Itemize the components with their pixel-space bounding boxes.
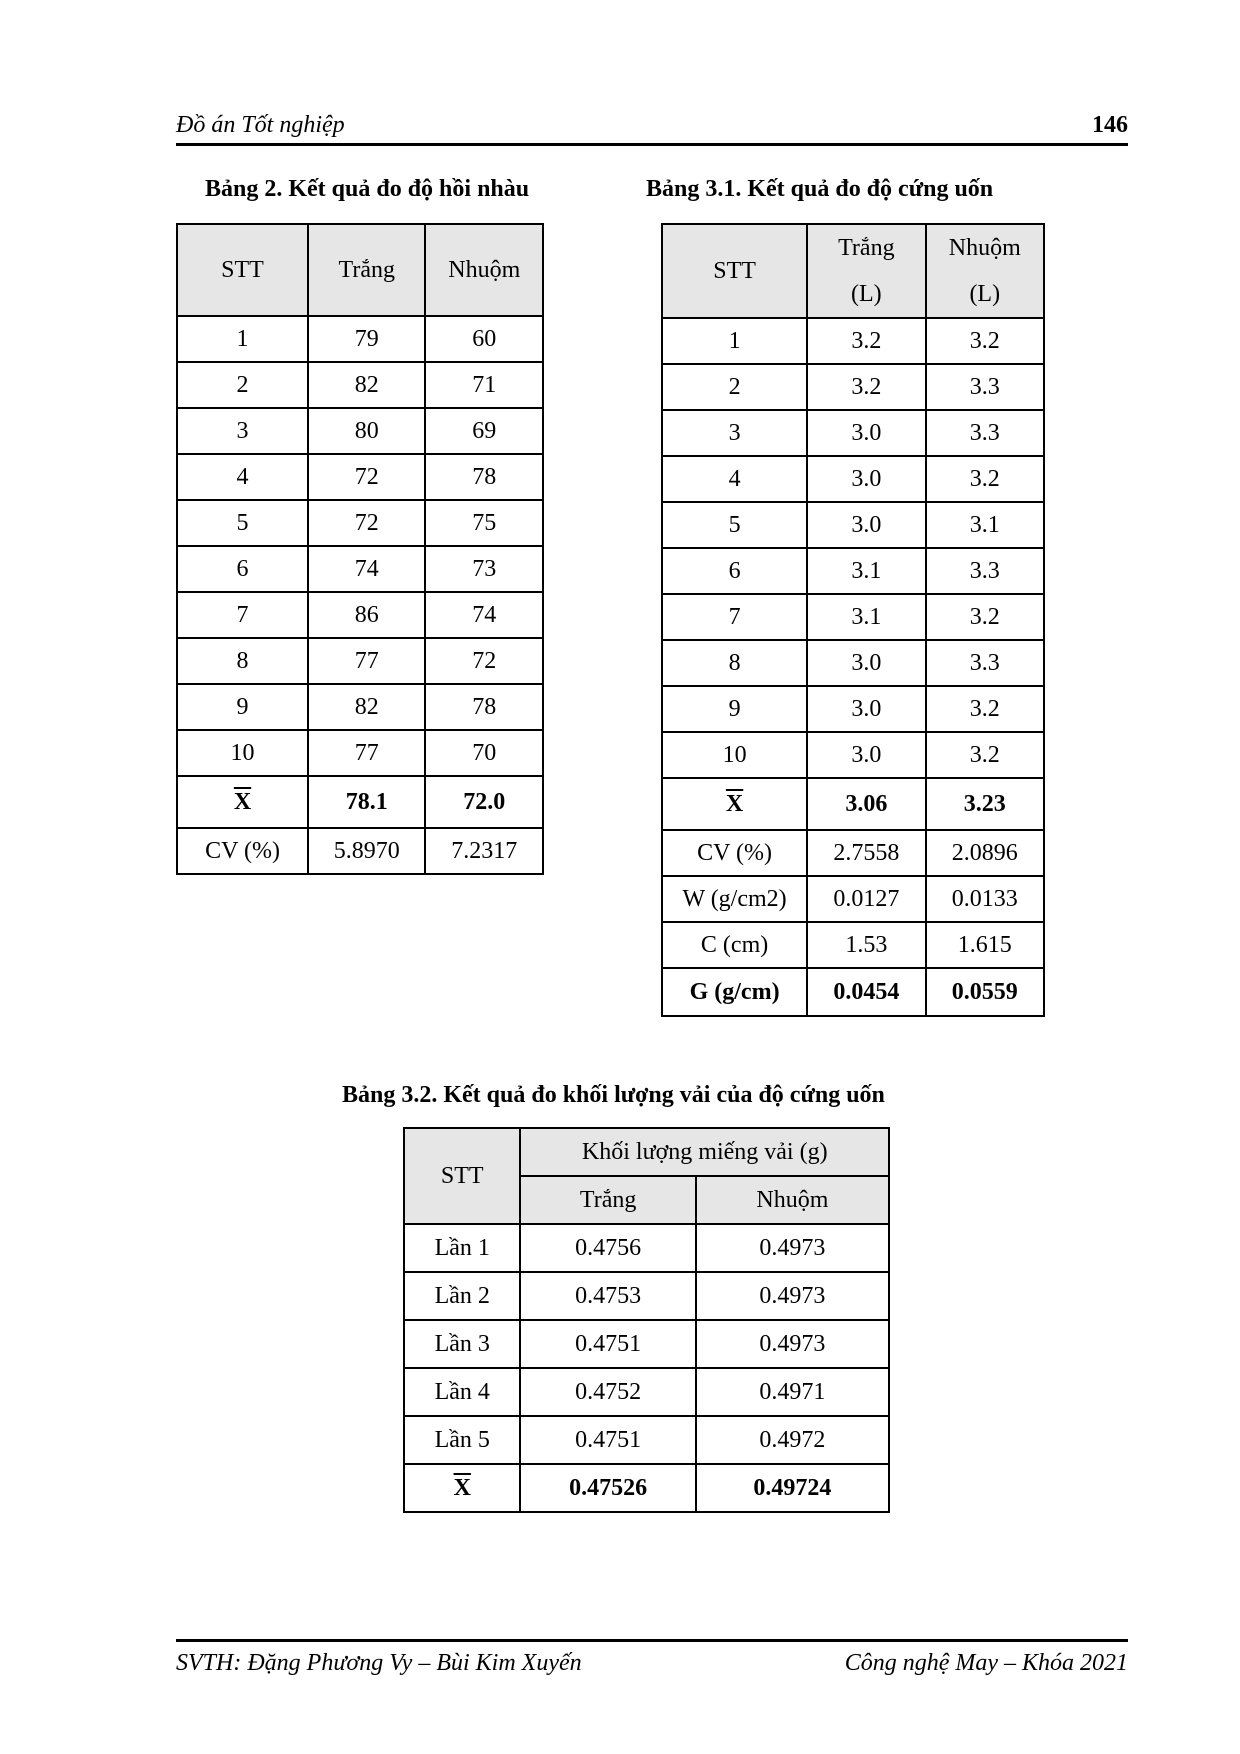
mean-value: 3.23 [926,778,1044,830]
stat-row [662,876,1044,922]
g-label: G (g/cm) [662,968,807,1016]
table-row [662,364,1044,410]
value-cell: 0.4972 [696,1416,889,1464]
stat-value: 2.0896 [926,830,1044,876]
value-cell: 78 [425,684,543,730]
row-label-cell: 7 [662,594,807,640]
stat-label: CV (%) [662,830,807,876]
mean-value: 0.49724 [696,1464,889,1512]
table-header-row [177,224,543,316]
row-label-cell: 10 [177,730,308,776]
table-row [662,686,1044,732]
row-label-cell: 9 [177,684,308,730]
value-cell: 3.0 [807,456,925,502]
row-label-cell: Lần 5 [404,1416,520,1464]
document-title: Đồ án Tốt nghiệp [176,112,345,138]
value-cell: 72 [308,454,425,500]
table-row [404,1320,889,1368]
value-cell: 0.4973 [696,1320,889,1368]
table2 [661,223,1045,1017]
row-label-cell: 4 [177,454,308,500]
page-number: 146 [1092,112,1128,138]
table1-caption: Bảng 2. Kết quả đo độ hồi nhàu [205,176,530,202]
table-row [177,730,543,776]
table-row [404,1272,889,1320]
footer-program: Công nghệ May – Khóa 2021 [844,1650,1128,1676]
table-row [177,592,543,638]
mean-value: 3.06 [807,778,925,830]
value-cell: 78 [425,454,543,500]
row-label-cell: 10 [662,732,807,778]
value-cell: 72 [425,638,543,684]
header-label: Trắng [838,235,895,261]
table-row [177,454,543,500]
stat-row [662,922,1044,968]
table-row [177,408,543,454]
header-cell: Trắng [520,1176,695,1224]
value-cell: 82 [308,684,425,730]
stat-value: 0.0127 [807,876,925,922]
table-row [662,502,1044,548]
value-cell: 86 [308,592,425,638]
stat-value: 2.7558 [807,830,925,876]
table3-caption: Bảng 3.2. Kết quả đo khối lượng vải của độ cứng uốn [342,1082,885,1108]
x-bar-symbol: $\overline{X}$ [453,1474,471,1501]
mean-row [404,1464,889,1512]
value-cell: 0.4751 [520,1320,695,1368]
row-label-cell: 8 [177,638,308,684]
value-cell: 3.2 [926,686,1044,732]
row-label-cell: 7 [177,592,308,638]
footer-authors: SVTH: Đặng Phương Vy – Bùi Kim Xuyến [176,1650,582,1676]
value-cell: 77 [308,638,425,684]
table3 [403,1127,890,1513]
page-footer [176,1648,1128,1682]
value-cell: 79 [308,316,425,362]
mean-label [177,776,308,828]
header-label: Nhuộm [948,235,1021,261]
row-label-cell: 1 [662,318,807,364]
value-cell: 0.4973 [696,1224,889,1272]
header-cell: Nhuộm [425,224,543,316]
table-row [662,456,1044,502]
stat-value: 1.615 [926,922,1044,968]
row-label-cell: 2 [662,364,807,410]
table-header-row [404,1128,889,1176]
value-cell: 77 [308,730,425,776]
mean-value: 72.0 [425,776,543,828]
value-cell: 74 [425,592,543,638]
row-label-cell: Lần 3 [404,1320,520,1368]
table-row [177,500,543,546]
g-row [662,968,1044,1016]
value-cell: 3.2 [926,732,1044,778]
row-label-cell: 3 [662,410,807,456]
value-cell: 3.2 [926,456,1044,502]
value-cell: 82 [308,362,425,408]
header-cell [926,224,1044,318]
table-row [177,638,543,684]
mean-label [404,1464,520,1512]
table-row [404,1416,889,1464]
value-cell: 3.3 [926,548,1044,594]
value-cell: 80 [308,408,425,454]
cv-value: 7.2317 [425,828,543,874]
page-header [176,108,1128,142]
row-label-cell: 9 [662,686,807,732]
table-row [662,640,1044,686]
table-row [177,316,543,362]
table-row [662,732,1044,778]
row-label-cell: Lần 1 [404,1224,520,1272]
stat-value: 0.0133 [926,876,1044,922]
row-label-cell: 4 [662,456,807,502]
table-row [662,548,1044,594]
value-cell: 3.1 [807,594,925,640]
header-rule [176,143,1128,146]
header-cell: STT [177,224,308,316]
row-label-cell: Lần 2 [404,1272,520,1320]
mean-value: 78.1 [308,776,425,828]
value-cell: 3.0 [807,502,925,548]
value-cell: 74 [308,546,425,592]
header-group-cell: Khối lượng miếng vải (g) [520,1128,889,1176]
table-row [662,410,1044,456]
stat-label: W (g/cm2) [662,876,807,922]
stat-row [662,830,1044,876]
value-cell: 0.4753 [520,1272,695,1320]
cv-label: CV (%) [177,828,308,874]
x-bar-symbol: $\overline{X}$ [725,790,744,817]
mean-row [177,776,543,828]
x-bar-symbol: $\overline{X}$ [233,788,252,815]
row-label-cell: 1 [177,316,308,362]
table-row [404,1368,889,1416]
value-cell: 0.4971 [696,1368,889,1416]
header-unit: (L) [851,281,882,307]
value-cell: 71 [425,362,543,408]
table-row [177,546,543,592]
footer-rule [176,1639,1128,1642]
table-row [177,362,543,408]
table-row [662,594,1044,640]
row-label-cell: 2 [177,362,308,408]
row-label-cell: 5 [177,500,308,546]
table2-caption: Bảng 3.1. Kết quả đo độ cứng uốn [646,176,994,202]
value-cell: 0.4751 [520,1416,695,1464]
row-label-cell: Lần 4 [404,1368,520,1416]
header-cell: Nhuộm [696,1176,889,1224]
value-cell: 3.0 [807,410,925,456]
mean-label [662,778,807,830]
value-cell: 3.0 [807,732,925,778]
table-row [404,1224,889,1272]
value-cell: 60 [425,316,543,362]
stat-label: C (cm) [662,922,807,968]
value-cell: 3.1 [807,548,925,594]
table1 [176,223,544,875]
mean-row [662,778,1044,830]
value-cell: 3.3 [926,364,1044,410]
value-cell: 3.2 [807,318,925,364]
value-cell: 0.4973 [696,1272,889,1320]
header-cell: STT [404,1128,520,1224]
row-label-cell: 6 [662,548,807,594]
value-cell: 3.0 [807,686,925,732]
value-cell: 3.2 [926,318,1044,364]
value-cell: 75 [425,500,543,546]
stat-value: 1.53 [807,922,925,968]
value-cell: 0.4752 [520,1368,695,1416]
value-cell: 3.3 [926,640,1044,686]
value-cell: 3.1 [926,502,1044,548]
value-cell: 69 [425,408,543,454]
cv-value: 5.8970 [308,828,425,874]
header-cell: STT [662,224,807,318]
table-row [662,318,1044,364]
row-label-cell: 8 [662,640,807,686]
header-cell [807,224,925,318]
row-label-cell: 5 [662,502,807,548]
table-row [177,684,543,730]
header-unit: (L) [969,281,1001,307]
value-cell: 3.2 [926,594,1044,640]
value-cell: 72 [308,500,425,546]
value-cell: 73 [425,546,543,592]
row-label-cell: 6 [177,546,308,592]
mean-value: 0.47526 [520,1464,695,1512]
value-cell: 0.4756 [520,1224,695,1272]
g-value: 0.0454 [807,968,925,1016]
value-cell: 3.2 [807,364,925,410]
cv-row [177,828,543,874]
row-label-cell: 3 [177,408,308,454]
value-cell: 3.0 [807,640,925,686]
table-header-row [662,224,1044,318]
header-cell: Trắng [308,224,425,316]
value-cell: 70 [425,730,543,776]
value-cell: 3.3 [926,410,1044,456]
g-value: 0.0559 [926,968,1044,1016]
